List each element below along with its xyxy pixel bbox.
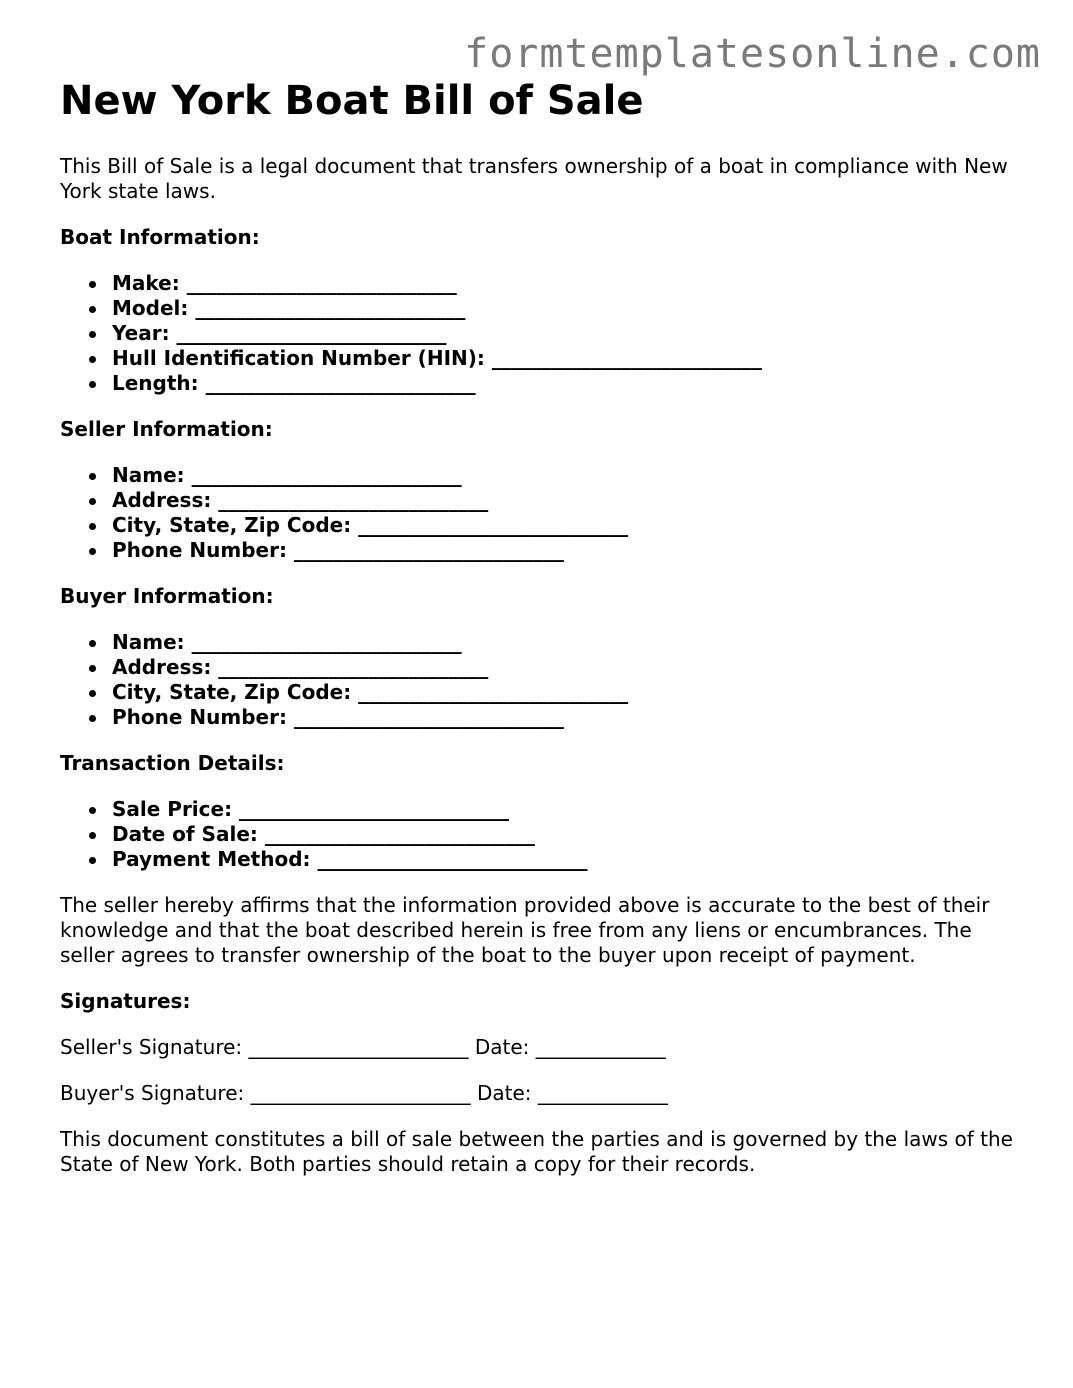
document-title: New York Boat Bill of Sale — [60, 78, 644, 124]
buyer-address-field: Address: ___________________________ — [112, 655, 1020, 680]
boat-year-field: Year: ___________________________ — [112, 321, 1020, 346]
boat-length-field: Length: ___________________________ — [112, 371, 1020, 396]
sale-price-field: Sale Price: ___________________________ — [112, 797, 1020, 822]
transaction-details-heading: Transaction Details: — [60, 751, 285, 775]
signatures-heading: Signatures: — [60, 989, 191, 1013]
date-of-sale-field: Date of Sale: ___________________________ — [112, 822, 1020, 847]
boat-information-list — [60, 271, 1020, 396]
buyer-information-list — [60, 630, 1020, 730]
buyer-name-field: Name: ___________________________ — [112, 630, 1020, 655]
closing-paragraph: This document constitutes a bill of sale between the parties and is governed by the laws of the State of New York. Both parties should retain a copy for their records. — [60, 1127, 1013, 1176]
boat-hin-field: Hull Identification Number (HIN): ___________________________ — [112, 346, 1020, 371]
seller-information-heading: Seller Information: — [60, 417, 273, 441]
buyer-information-heading: Buyer Information: — [60, 584, 274, 608]
boat-model-field: Model: ___________________________ — [112, 296, 1020, 321]
seller-signature-line: Seller's Signature: ______________________ Date: _____________ — [60, 1035, 666, 1059]
payment-method-field: Payment Method: ___________________________ — [112, 847, 1020, 872]
seller-phone-field: Phone Number: ___________________________ — [112, 538, 1020, 563]
seller-information-list — [60, 463, 1020, 563]
seller-address-field: Address: ___________________________ — [112, 488, 1020, 513]
buyer-signature-line: Buyer's Signature: ______________________ Date: _____________ — [60, 1081, 668, 1105]
buyer-city-state-zip-field: City, State, Zip Code: ___________________________ — [112, 680, 1020, 705]
intro-paragraph: This Bill of Sale is a legal document that transfers ownership of a boat in compliance with New York state laws. — [60, 154, 1008, 203]
buyer-phone-field: Phone Number: ___________________________ — [112, 705, 1020, 730]
boat-information-heading: Boat Information: — [60, 225, 260, 249]
seller-city-state-zip-field: City, State, Zip Code: ___________________________ — [112, 513, 1020, 538]
boat-make-field: Make: ___________________________ — [112, 271, 1020, 296]
watermark-text: formtemplatesonline.com — [464, 31, 1041, 77]
seller-name-field: Name: ___________________________ — [112, 463, 1020, 488]
transaction-details-list — [60, 797, 1020, 872]
affirmation-paragraph: The seller hereby affirms that the information provided above is accurate to the best of their knowledge and that the boat described herein is free from any liens or encumbrances. The seller agrees to transfer ownership of the boat to the buyer upon receipt of payment. — [60, 893, 990, 967]
document-body — [60, 78, 1020, 1177]
